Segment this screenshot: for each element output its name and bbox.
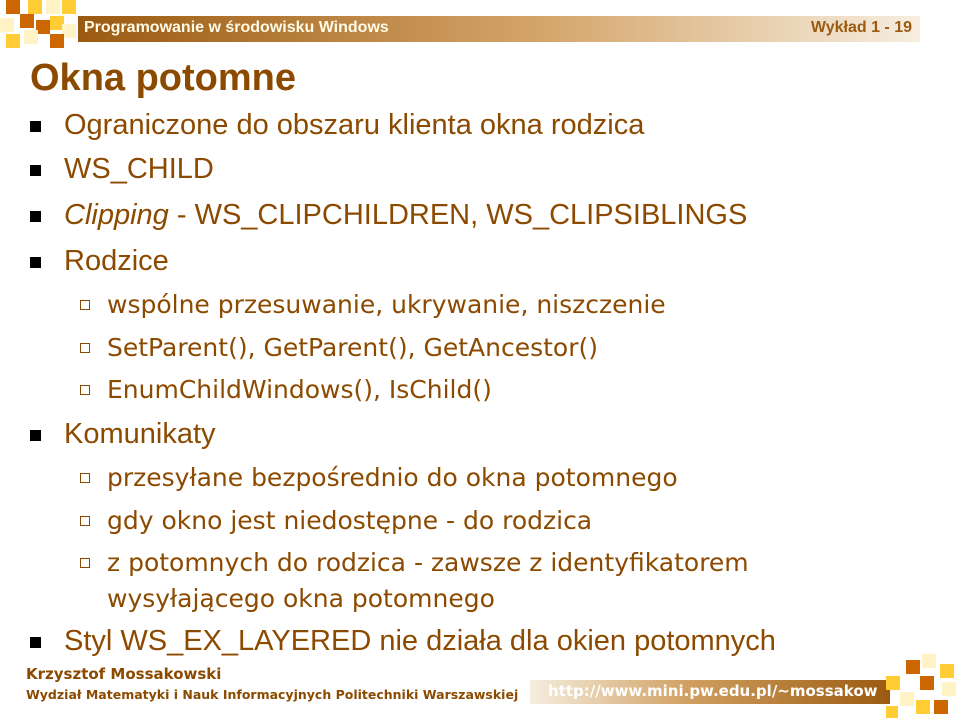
lecture-number: Wykład 1 - 19: [810, 19, 912, 36]
course-title: Programowanie w środowisku Windows: [84, 19, 389, 36]
footer-url: http://www.mini.pw.edu.pl/~mossakow: [548, 682, 878, 700]
faculty-name: Wydział Matematyki i Nauk Informacyjnych Politechniki Warszawskiej: [26, 687, 519, 702]
page-title: Okna potomne: [30, 57, 297, 99]
author-name: Krzysztof Mossakowski: [26, 665, 222, 683]
